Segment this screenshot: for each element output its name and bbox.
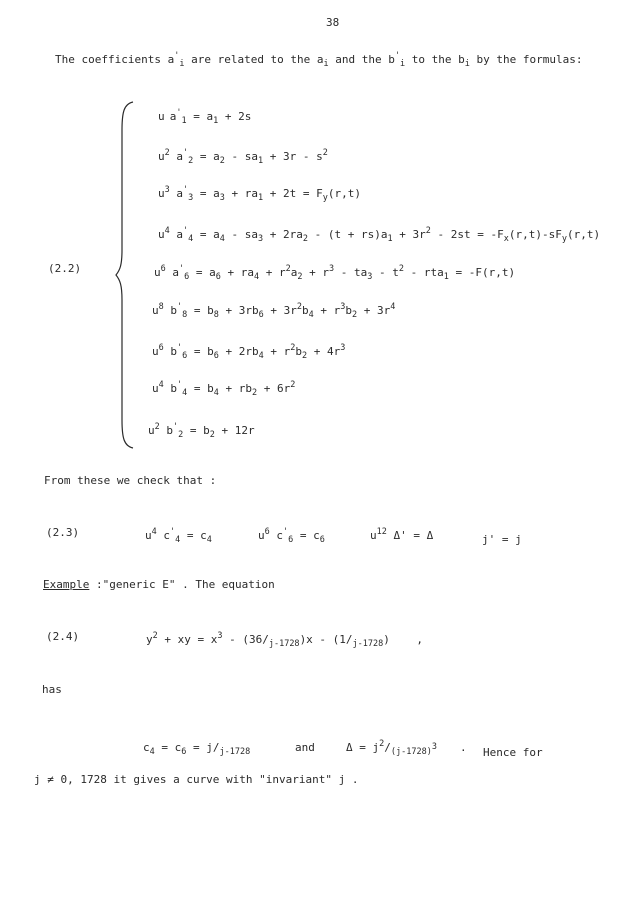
eq-c4-c6: $c_4 = c_6 = j/_{j-1728}$ [143,741,251,757]
example-line: Example :"generic E" . The equation [43,578,275,591]
final-sentence: j ≠ 0, 1728 it gives a curve with "invariant" j . [34,773,359,786]
eq-a4-prime: $u^4$ $a'_4 = a_4 - sa_3 + 2ra_2 - (t + rs)a_1 + 3r^2 - 2st = -F_x(r,t)-sF_y(r,t)$ [158,226,601,244]
page-number: 38 [326,16,340,29]
hence-for-text: Hence for [483,746,543,759]
example-word: Example [43,578,90,591]
eq-c6-prime: $u^6$ $c'_6 = c_6$ [258,527,325,545]
from-these-text: From these we check that : [44,474,217,487]
eq-c4-prime: $u^4$ $c'_4 = c_4$ [145,527,212,545]
eq-delta-prime: $u^{12}$ Δ' = Δ [370,527,434,542]
eq-b4-prime: $u^4$ $b'_4 = b_4 + rb_2 + 6r^2$ [152,380,296,398]
math-b-i: $b_i$ [458,53,470,69]
eq-b8-prime: $u^8$ $b'_8 = b_8 + 3rb_6 + 3r^2b_4 + r^3b_2 + 3r^4$ [152,302,396,320]
eq-b2-prime: $u^2$ $b'_2 = b_2 + 12r$ [148,422,255,440]
has-text: has [42,683,62,696]
eq-weierstrass: $y^2$ + xy = $x^3 - (36/_{j-1728})x - (1/_{j-1728})$ , [146,631,424,649]
eq-a6-prime: $u^6$ $a'_6 = a_6 + ra_4 + r^2a_2 + r^3 - ta_3 - t^2 - rta_1 = -F(r,t)$ [154,264,516,282]
period-dot: . [460,741,467,754]
math-a-i: $a_i$ [316,53,329,69]
eq23-label: (2.3) [46,526,80,539]
and-word: and [295,741,315,754]
eq-j-invariant: j' = j [482,533,522,546]
eq-b6-prime: $u^6$ $b'_6 = b_6 + 2rb_4 + r^2b_2 + 4r^3$ [152,343,346,361]
math-a-prime-i: $a'_i$ [167,51,185,69]
math-b-prime-i: $b'_i$ [388,51,406,69]
eq24-label: (2.4) [46,630,80,643]
intro-sentence: The coefficients $a'_i$ are related to the $a_i$ and the $b'_i$ to the $b_i$ by the formulas: [55,51,583,69]
eq-a1-prime: u $a'_1 = a_1 + 2s$ [158,108,252,126]
eq-a3-prime: $u^3$ $a'_3 = a_3 + ra_1 + 2t = F_y(r,t)$ [158,185,361,203]
system-label: (2.2) [48,262,82,275]
eq-a2-prime: $u^2$ $a'_2 = a_2 - sa_1 + 3r - s^2$ [158,148,328,166]
eq-delta: $\Delta = j^2/_{(j-1728)^3}$ [346,739,437,757]
left-brace [114,100,138,450]
